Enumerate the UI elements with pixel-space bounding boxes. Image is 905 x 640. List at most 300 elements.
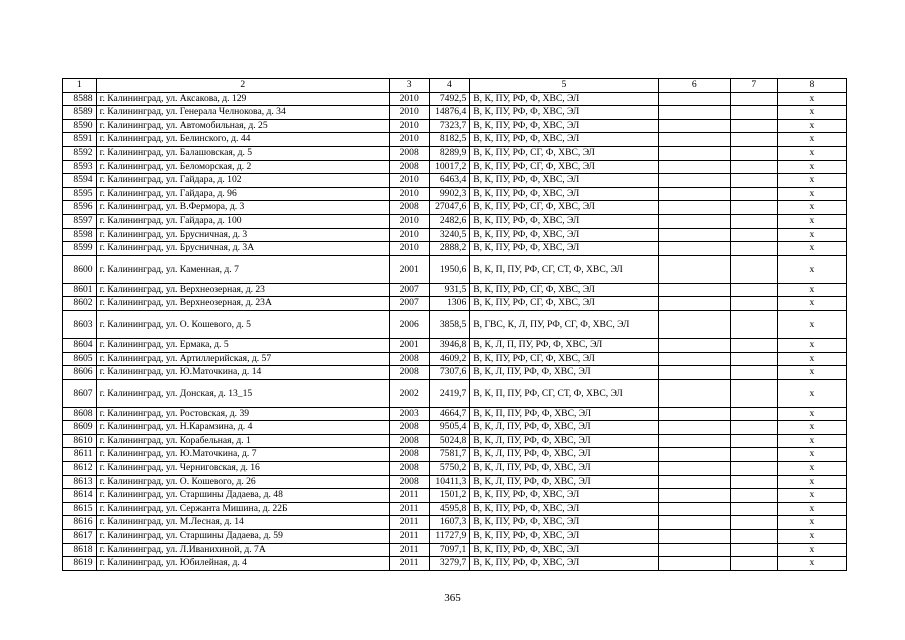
column-7-cell [730,283,777,297]
address-cell: г. Калининград, ул. Гайдара, д. 96 [96,187,389,201]
column-7-cell [730,516,777,530]
address-cell: г. Калининград, ул. Ю.Маточкина, д. 7 [96,448,389,462]
address-cell: г. Калининград, ул. Генерала Челнокова, д. 34 [96,106,389,120]
address-cell: г. Калининград, ул. Старшины Дадаева, д. 59 [96,530,389,544]
column-7-cell [730,462,777,476]
systems-cell: В, К, Л, ПУ, РФ, Ф, ХВС, ЭЛ [470,475,658,489]
address-cell: г. Калининград, ул. Брусничная, д. 3 [96,228,389,242]
systems-cell: В, К, ПУ, РФ, Ф, ХВС, ЭЛ [470,502,658,516]
row-number-cell: 8619 [63,557,97,571]
systems-cell: В, К, Л, ПУ, РФ, Ф, ХВС, ЭЛ [470,448,658,462]
mark-cell: х [777,502,846,516]
mark-cell: х [777,489,846,503]
year-cell: 2001 [389,338,429,352]
row-number-cell: 8611 [63,448,97,462]
row-number-cell: 8605 [63,352,97,366]
row-number-cell: 8593 [63,160,97,174]
mark-cell: х [777,119,846,133]
column-6-cell [658,174,730,188]
table-row [63,366,847,380]
column-7-cell [730,297,777,311]
column-7-cell [730,489,777,503]
year-cell: 2008 [389,448,429,462]
mark-cell: х [777,242,846,256]
column-6-cell [658,407,730,421]
column-6-cell [658,297,730,311]
column-7-cell [730,338,777,352]
table-row [63,407,847,421]
column-6-cell [658,502,730,516]
column-6-cell [658,338,730,352]
area-cell: 6463,4 [429,174,470,188]
row-number-cell: 8588 [63,92,97,106]
mark-cell: х [777,352,846,366]
systems-cell: В, К, ПУ, РФ, Ф, ХВС, ЭЛ [470,174,658,188]
area-cell: 4609,2 [429,352,470,366]
mark-cell: х [777,146,846,160]
column-number-row [63,79,847,93]
area-cell: 9505,4 [429,421,470,435]
column-7-cell [730,407,777,421]
column-6-cell [658,146,730,160]
address-cell: г. Калининград, ул. Л.Иванихиной, д. 7А [96,543,389,557]
year-cell: 2002 [389,379,429,407]
column-6-cell [658,310,730,338]
year-cell: 2008 [389,366,429,380]
column-7-cell [730,434,777,448]
mark-cell: х [777,338,846,352]
row-number-cell: 8594 [63,174,97,188]
column-number: 4 [429,79,470,93]
area-cell: 8289,9 [429,146,470,160]
area-cell: 1501,2 [429,489,470,503]
column-7-cell [730,119,777,133]
column-6-cell [658,379,730,407]
column-7-cell [730,366,777,380]
column-6-cell [658,421,730,435]
table-row [63,133,847,147]
address-cell: г. Калининград, ул. Ю.Маточкина, д. 14 [96,366,389,380]
year-cell: 2006 [389,310,429,338]
systems-cell: В, К, П, ПУ, РФ, Ф, ХВС, ЭЛ [470,407,658,421]
column-7-cell [730,475,777,489]
year-cell: 2010 [389,174,429,188]
year-cell: 2008 [389,421,429,435]
year-cell: 2008 [389,352,429,366]
row-number-cell: 8614 [63,489,97,503]
mark-cell: х [777,543,846,557]
column-6-cell [658,283,730,297]
row-number-cell: 8618 [63,543,97,557]
column-number: 8 [777,79,846,93]
systems-cell: В, К, ПУ, РФ, СГ, Ф, ХВС, ЭЛ [470,297,658,311]
column-6-cell [658,228,730,242]
table-body [63,79,847,571]
column-7-cell [730,133,777,147]
column-6-cell [658,475,730,489]
year-cell: 2011 [389,516,429,530]
systems-cell: В, К, ПУ, РФ, Ф, ХВС, ЭЛ [470,530,658,544]
year-cell: 2011 [389,557,429,571]
column-7-cell [730,187,777,201]
column-7-cell [730,557,777,571]
column-7-cell [730,255,777,283]
column-6-cell [658,489,730,503]
mark-cell: х [777,92,846,106]
systems-cell: В, К, ПУ, РФ, СГ, Ф, ХВС, ЭЛ [470,352,658,366]
area-cell: 3858,5 [429,310,470,338]
table-row [63,228,847,242]
systems-cell: В, К, Л, ПУ, РФ, Ф, ХВС, ЭЛ [470,434,658,448]
table-row [63,557,847,571]
row-number-cell: 8598 [63,228,97,242]
column-6-cell [658,106,730,120]
column-6-cell [658,255,730,283]
row-number-cell: 8612 [63,462,97,476]
table-row [63,434,847,448]
column-6-cell [658,187,730,201]
area-cell: 10017,2 [429,160,470,174]
address-cell: г. Калининград, ул. Ростовская, д. 39 [96,407,389,421]
area-cell: 3279,7 [429,557,470,571]
area-cell: 1950,6 [429,255,470,283]
table-row [63,214,847,228]
year-cell: 2010 [389,214,429,228]
row-number-cell: 8608 [63,407,97,421]
table-row [63,310,847,338]
address-cell: г. Калининград, ул. Черниговская, д. 16 [96,462,389,476]
column-7-cell [730,352,777,366]
area-cell: 7581,7 [429,448,470,462]
table-row [63,543,847,557]
mark-cell: х [777,174,846,188]
address-cell: г. Калининград, ул. Н.Карамзина, д. 4 [96,421,389,435]
area-cell: 8182,5 [429,133,470,147]
area-cell: 2482,6 [429,214,470,228]
systems-cell: В, К, ПУ, РФ, Ф, ХВС, ЭЛ [470,214,658,228]
mark-cell: х [777,475,846,489]
year-cell: 2010 [389,242,429,256]
area-cell: 14876,4 [429,106,470,120]
table-row [63,502,847,516]
mark-cell: х [777,187,846,201]
systems-cell: В, К, ПУ, РФ, Ф, ХВС, ЭЛ [470,242,658,256]
area-cell: 3946,8 [429,338,470,352]
area-cell: 11727,9 [429,530,470,544]
address-cell: г. Калининград, ул. Гайдара, д. 100 [96,214,389,228]
systems-cell: В, К, ПУ, РФ, Ф, ХВС, ЭЛ [470,557,658,571]
year-cell: 2011 [389,502,429,516]
table-row [63,174,847,188]
row-number-cell: 8613 [63,475,97,489]
column-7-cell [730,543,777,557]
systems-cell: В, К, Л, ПУ, РФ, Ф, ХВС, ЭЛ [470,366,658,380]
table-row [63,119,847,133]
table-row [63,475,847,489]
table-row [63,255,847,283]
table-row [63,106,847,120]
systems-cell: В, К, ПУ, РФ, Ф, ХВС, ЭЛ [470,516,658,530]
mark-cell: х [777,255,846,283]
row-number-cell: 8617 [63,530,97,544]
column-7-cell [730,530,777,544]
column-7-cell [730,379,777,407]
address-cell: г. Калининград, ул. Автомобильная, д. 25 [96,119,389,133]
address-cell: г. Калининград, ул. Белинского, д. 44 [96,133,389,147]
area-cell: 4664,7 [429,407,470,421]
mark-cell: х [777,557,846,571]
column-number: 6 [658,79,730,93]
area-cell: 3240,5 [429,228,470,242]
column-6-cell [658,434,730,448]
column-7-cell [730,310,777,338]
column-6-cell [658,352,730,366]
row-number-cell: 8589 [63,106,97,120]
address-cell: г. Калининград, ул. Беломорская, д. 2 [96,160,389,174]
year-cell: 2010 [389,119,429,133]
row-number-cell: 8604 [63,338,97,352]
table-row [63,462,847,476]
column-6-cell [658,160,730,174]
table-row [63,352,847,366]
systems-cell: В, К, ПУ, РФ, Ф, ХВС, ЭЛ [470,92,658,106]
table-row [63,92,847,106]
year-cell: 2008 [389,462,429,476]
address-cell: г. Калининград, ул. Верхнеозерная, д. 23А [96,297,389,311]
row-number-cell: 8592 [63,146,97,160]
year-cell: 2008 [389,434,429,448]
mark-cell: х [777,407,846,421]
table-row [63,297,847,311]
column-7-cell [730,421,777,435]
mark-cell: х [777,462,846,476]
column-number: 3 [389,79,429,93]
systems-cell: В, К, ПУ, РФ, Ф, ХВС, ЭЛ [470,106,658,120]
column-6-cell [658,516,730,530]
page-number: 365 [444,592,461,604]
area-cell: 2888,2 [429,242,470,256]
year-cell: 2010 [389,133,429,147]
systems-cell: В, К, ПУ, РФ, Ф, ХВС, ЭЛ [470,133,658,147]
address-cell: г. Калининград, ул. Артиллерийская, д. 57 [96,352,389,366]
column-number: 5 [470,79,658,93]
table-row [63,242,847,256]
column-6-cell [658,92,730,106]
mark-cell: х [777,366,846,380]
mark-cell: х [777,133,846,147]
area-cell: 2419,7 [429,379,470,407]
area-cell: 7307,6 [429,366,470,380]
mark-cell: х [777,214,846,228]
column-6-cell [658,530,730,544]
address-cell: г. Калининград, ул. Донская, д. 13_15 [96,379,389,407]
table-row [63,448,847,462]
column-6-cell [658,242,730,256]
column-6-cell [658,462,730,476]
systems-cell: В, К, ПУ, РФ, Ф, ХВС, ЭЛ [470,119,658,133]
row-number-cell: 8596 [63,201,97,215]
mark-cell: х [777,106,846,120]
mark-cell: х [777,297,846,311]
area-cell: 5024,8 [429,434,470,448]
column-7-cell [730,228,777,242]
area-cell: 1306 [429,297,470,311]
address-cell: г. Калининград, ул. Брусничная, д. 3А [96,242,389,256]
table-row [63,379,847,407]
table-row [63,530,847,544]
area-cell: 1607,3 [429,516,470,530]
row-number-cell: 8591 [63,133,97,147]
mark-cell: х [777,434,846,448]
year-cell: 2010 [389,106,429,120]
row-number-cell: 8600 [63,255,97,283]
row-number-cell: 8602 [63,297,97,311]
address-cell: г. Калининград, ул. В.Фермора, д. 3 [96,201,389,215]
row-number-cell: 8610 [63,434,97,448]
table-row [63,146,847,160]
address-cell: г. Калининград, ул. О. Кошевого, д. 26 [96,475,389,489]
year-cell: 2011 [389,489,429,503]
year-cell: 2008 [389,146,429,160]
address-cell: г. Калининград, ул. Корабельная, д. 1 [96,434,389,448]
year-cell: 2008 [389,160,429,174]
year-cell: 2003 [389,407,429,421]
column-6-cell [658,366,730,380]
address-cell: г. Калининград, ул. Ермака, д. 5 [96,338,389,352]
column-7-cell [730,448,777,462]
column-7-cell [730,214,777,228]
area-cell: 9902,3 [429,187,470,201]
area-cell: 5750,2 [429,462,470,476]
area-cell: 10411,3 [429,475,470,489]
systems-cell: В, К, ПУ, РФ, СГ, Ф, ХВС, ЭЛ [470,146,658,160]
column-7-cell [730,242,777,256]
year-cell: 2010 [389,187,429,201]
systems-cell: В, К, П, ПУ, РФ, СГ, СТ, Ф, ХВС, ЭЛ [470,379,658,407]
row-number-cell: 8603 [63,310,97,338]
address-cell: г. Калининград, ул. Каменная, д. 7 [96,255,389,283]
column-7-cell [730,92,777,106]
area-cell: 4595,8 [429,502,470,516]
column-6-cell [658,557,730,571]
systems-cell: В, К, ПУ, РФ, СГ, Ф, ХВС, ЭЛ [470,283,658,297]
systems-cell: В, К, ПУ, РФ, СГ, Ф, ХВС, ЭЛ [470,201,658,215]
mark-cell: х [777,283,846,297]
column-6-cell [658,543,730,557]
area-cell: 27047,6 [429,201,470,215]
year-cell: 2007 [389,283,429,297]
row-number-cell: 8606 [63,366,97,380]
column-6-cell [658,201,730,215]
year-cell: 2008 [389,201,429,215]
address-cell: г. Калининград, ул. Гайдара, д. 102 [96,174,389,188]
systems-cell: В, К, Л, ПУ, РФ, Ф, ХВС, ЭЛ [470,462,658,476]
area-cell: 7492,5 [429,92,470,106]
table-row [63,283,847,297]
table-row [63,187,847,201]
systems-cell: В, К, ПУ, РФ, Ф, ХВС, ЭЛ [470,187,658,201]
systems-cell: В, К, ПУ, РФ, Ф, ХВС, ЭЛ [470,228,658,242]
year-cell: 2008 [389,475,429,489]
table-row [63,338,847,352]
row-number-cell: 8601 [63,283,97,297]
row-number-cell: 8615 [63,502,97,516]
column-6-cell [658,133,730,147]
mark-cell: х [777,160,846,174]
table-row [63,421,847,435]
table-row [63,201,847,215]
column-number: 2 [96,79,389,93]
year-cell: 2001 [389,255,429,283]
housing-register-table [62,78,847,571]
column-7-cell [730,160,777,174]
column-number: 7 [730,79,777,93]
row-number-cell: 8607 [63,379,97,407]
mark-cell: х [777,379,846,407]
row-number-cell: 8597 [63,214,97,228]
systems-cell: В, К, Л, ПУ, РФ, Ф, ХВС, ЭЛ [470,421,658,435]
area-cell: 7097,1 [429,543,470,557]
row-number-cell: 8609 [63,421,97,435]
mark-cell: х [777,310,846,338]
systems-cell: В, К, ПУ, РФ, Ф, ХВС, ЭЛ [470,489,658,503]
address-cell: г. Калининград, ул. Старшины Дадаева, д. 48 [96,489,389,503]
table-row [63,516,847,530]
systems-cell: В, К, ПУ, РФ, СГ, Ф, ХВС, ЭЛ [470,160,658,174]
column-6-cell [658,119,730,133]
address-cell: г. Калининград, ул. М.Лесная, д. 14 [96,516,389,530]
systems-cell: В, К, Л, П, ПУ, РФ, Ф, ХВС, ЭЛ [470,338,658,352]
systems-cell: В, К, ПУ, РФ, Ф, ХВС, ЭЛ [470,543,658,557]
mark-cell: х [777,530,846,544]
address-cell: г. Калининград, ул. Верхнеозерная, д. 23 [96,283,389,297]
systems-cell: В, К, П, ПУ, РФ, СГ, СТ, Ф, ХВС, ЭЛ [470,255,658,283]
column-7-cell [730,502,777,516]
column-7-cell [730,146,777,160]
year-cell: 2010 [389,92,429,106]
column-7-cell [730,201,777,215]
column-7-cell [730,174,777,188]
address-cell: г. Калининград, ул. Сержанта Мишина, д. 22Б [96,502,389,516]
year-cell: 2007 [389,297,429,311]
row-number-cell: 8590 [63,119,97,133]
table-row [63,489,847,503]
row-number-cell: 8595 [63,187,97,201]
mark-cell: х [777,421,846,435]
address-cell: г. Калининград, ул. Аксакова, д. 129 [96,92,389,106]
column-7-cell [730,106,777,120]
area-cell: 7323,7 [429,119,470,133]
mark-cell: х [777,201,846,215]
address-cell: г. Калининград, ул. Юбилейная, д. 4 [96,557,389,571]
mark-cell: х [777,516,846,530]
table-row [63,160,847,174]
column-6-cell [658,448,730,462]
address-cell: г. Калининград, ул. Балашовская, д. 5 [96,146,389,160]
address-cell: г. Калининград, ул. О. Кошевого, д. 5 [96,310,389,338]
year-cell: 2010 [389,228,429,242]
area-cell: 931,5 [429,283,470,297]
column-number: 1 [63,79,97,93]
row-number-cell: 8599 [63,242,97,256]
systems-cell: В, ГВС, К, Л, ПУ, РФ, СГ, Ф, ХВС, ЭЛ [470,310,658,338]
mark-cell: х [777,228,846,242]
row-number-cell: 8616 [63,516,97,530]
mark-cell: х [777,448,846,462]
year-cell: 2011 [389,530,429,544]
column-6-cell [658,214,730,228]
year-cell: 2011 [389,543,429,557]
